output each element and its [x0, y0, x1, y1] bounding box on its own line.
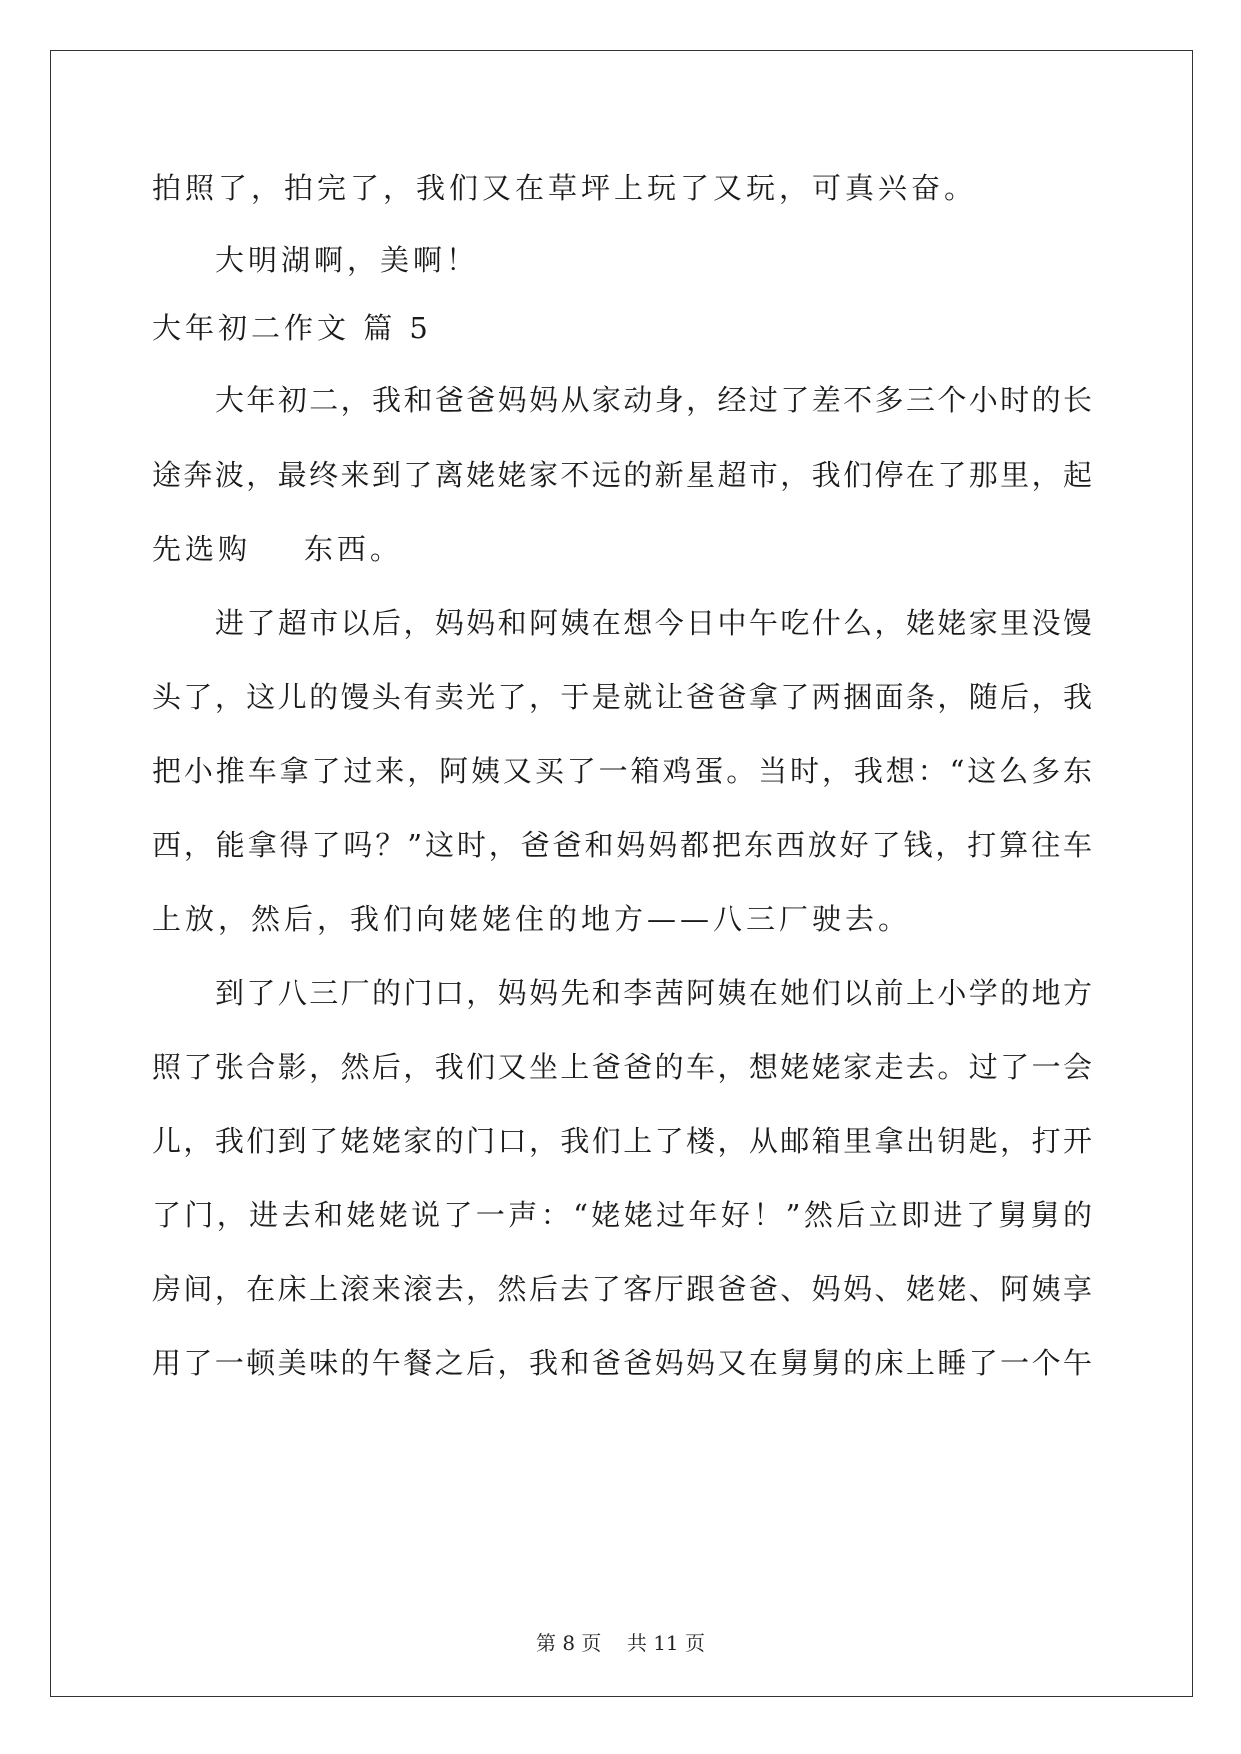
paragraph-line: 大明湖啊，美啊！ — [215, 243, 480, 277]
paragraph-line: 把小推车拿了过来，阿姨又买了一箱鸡蛋。当时，我想：“这么多东 — [152, 754, 1092, 788]
page-number-footer: 第 8 页 共 11 页 — [535, 1631, 706, 1655]
page-border — [50, 50, 1193, 1697]
paragraph-line: 上放，然后，我们向姥姥住的地方——八三厂驶去。 — [152, 902, 912, 936]
paragraph-line: 了门，进去和姥姥说了一声：“姥姥过年好！”然后立即进了舅舅的 — [152, 1198, 1092, 1232]
paragraph-line: 西，能拿得了吗？”这时，爸爸和妈妈都把东西放好了钱，打算往车 — [152, 828, 1092, 862]
paragraph-line: 到了八三厂的门口，妈妈先和李茜阿姨在她们以前上小学的地方 — [215, 976, 1092, 1010]
paragraph-line: 房间，在床上滚来滚去，然后去了客厅跟爸爸、妈妈、姥姥、阿姨享 — [152, 1272, 1092, 1306]
paragraph-line: 先选购 东西。 — [152, 532, 403, 566]
paragraph-line: 头了，这儿的馒头有卖光了，于是就让爸爸拿了两捆面条，随后，我 — [152, 680, 1092, 714]
paragraph-line: 大年初二，我和爸爸妈妈从家动身，经过了差不多三个小时的长 — [215, 383, 1092, 417]
section-heading: 大年初二作文 篇 5 — [152, 311, 432, 345]
paragraph-line: 拍照了，拍完了，我们又在草坪上玩了又玩，可真兴奋。 — [152, 171, 978, 205]
paragraph-line: 进了超市以后，妈妈和阿姨在想今日中午吃什么，姥姥家里没馒 — [215, 606, 1092, 640]
paragraph-line: 用了一顿美味的午餐之后，我和爸爸妈妈又在舅舅的床上睡了一个午 — [152, 1346, 1092, 1380]
paragraph-line: 途奔波，最终来到了离姥姥家不远的新星超市，我们停在了那里，起 — [152, 458, 1092, 492]
paragraph-line: 照了张合影，然后，我们又坐上爸爸的车，想姥姥家走去。过了一会 — [152, 1050, 1092, 1084]
paragraph-line: 儿，我们到了姥姥家的门口，我们上了楼，从邮箱里拿出钥匙，打开 — [152, 1124, 1092, 1158]
